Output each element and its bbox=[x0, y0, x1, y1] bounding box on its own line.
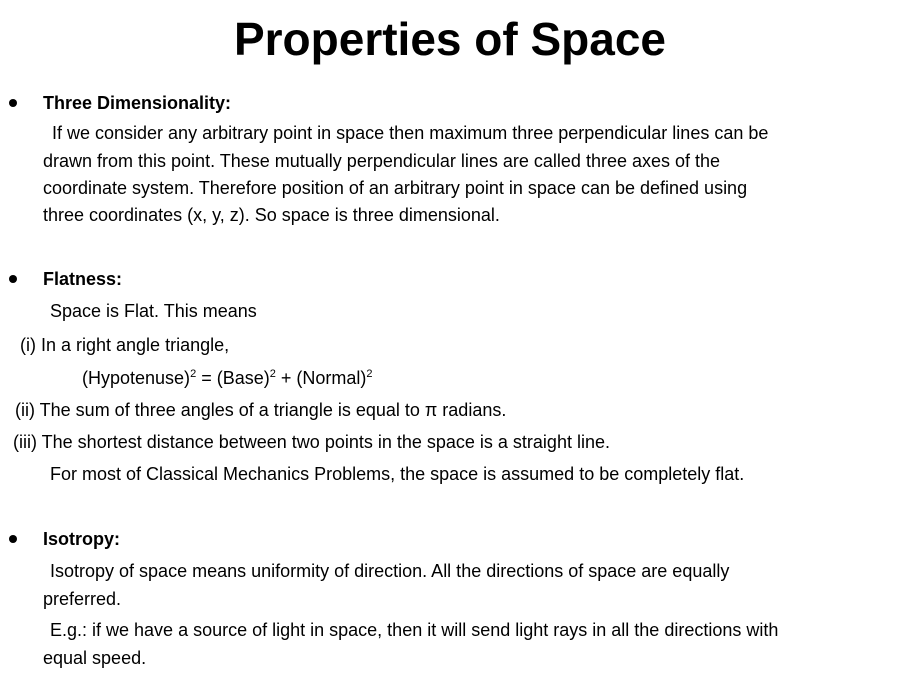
paragraph-line: three coordinates (x, y, z). So space is three dimensional. bbox=[43, 205, 500, 225]
slide-title: Properties of Space bbox=[233, 13, 667, 65]
formula-normal: + (Normal) bbox=[275, 368, 367, 388]
pythagoras-formula bbox=[82, 365, 372, 391]
section-heading-isotropy: Isotropy: bbox=[43, 529, 121, 549]
flatness-item-1: (i) In a right angle triangle, bbox=[20, 335, 230, 355]
bullet-icon bbox=[9, 535, 17, 543]
flatness-item-3: (iii) The shortest distance between two points in the space is a straight line. bbox=[13, 432, 610, 452]
flatness-note: For most of Classical Mechanics Problems, the space is assumed to be completely flat. bbox=[50, 464, 745, 484]
formula-exponent: 2 bbox=[366, 368, 373, 380]
formula-base: = (Base) bbox=[196, 368, 270, 388]
paragraph-line: Isotropy of space means uniformity of direction. All the directions of space are equally bbox=[50, 561, 730, 581]
section-heading-three-dimensionality: Three Dimensionality: bbox=[43, 93, 232, 113]
paragraph-line: preferred. bbox=[43, 589, 122, 609]
formula-hypotenuse: (Hypotenuse) bbox=[82, 368, 191, 388]
flatness-item-2: (ii) The sum of three angles of a triangle is equal to π radians. bbox=[15, 400, 507, 420]
paragraph-line: coordinate system. Therefore position of an arbitrary point in space can be defined using bbox=[43, 178, 748, 198]
section-heading-flatness: Flatness: bbox=[43, 269, 123, 289]
bullet-icon bbox=[9, 99, 17, 107]
flatness-intro: Space is Flat. This means bbox=[50, 301, 257, 321]
bullet-icon bbox=[9, 275, 17, 283]
paragraph-line: If we consider any arbitrary point in space then maximum three perpendicular lines can be bbox=[52, 123, 769, 143]
paragraph-line: drawn from this point. These mutually perpendicular lines are called three axes of the bbox=[43, 151, 721, 171]
paragraph-line: E.g.: if we have a source of light in space, then it will send light rays in all the directions with bbox=[50, 620, 779, 640]
formula-exponent: 2 bbox=[269, 368, 276, 380]
paragraph-line: equal speed. bbox=[43, 648, 147, 668]
formula-exponent: 2 bbox=[190, 368, 197, 380]
